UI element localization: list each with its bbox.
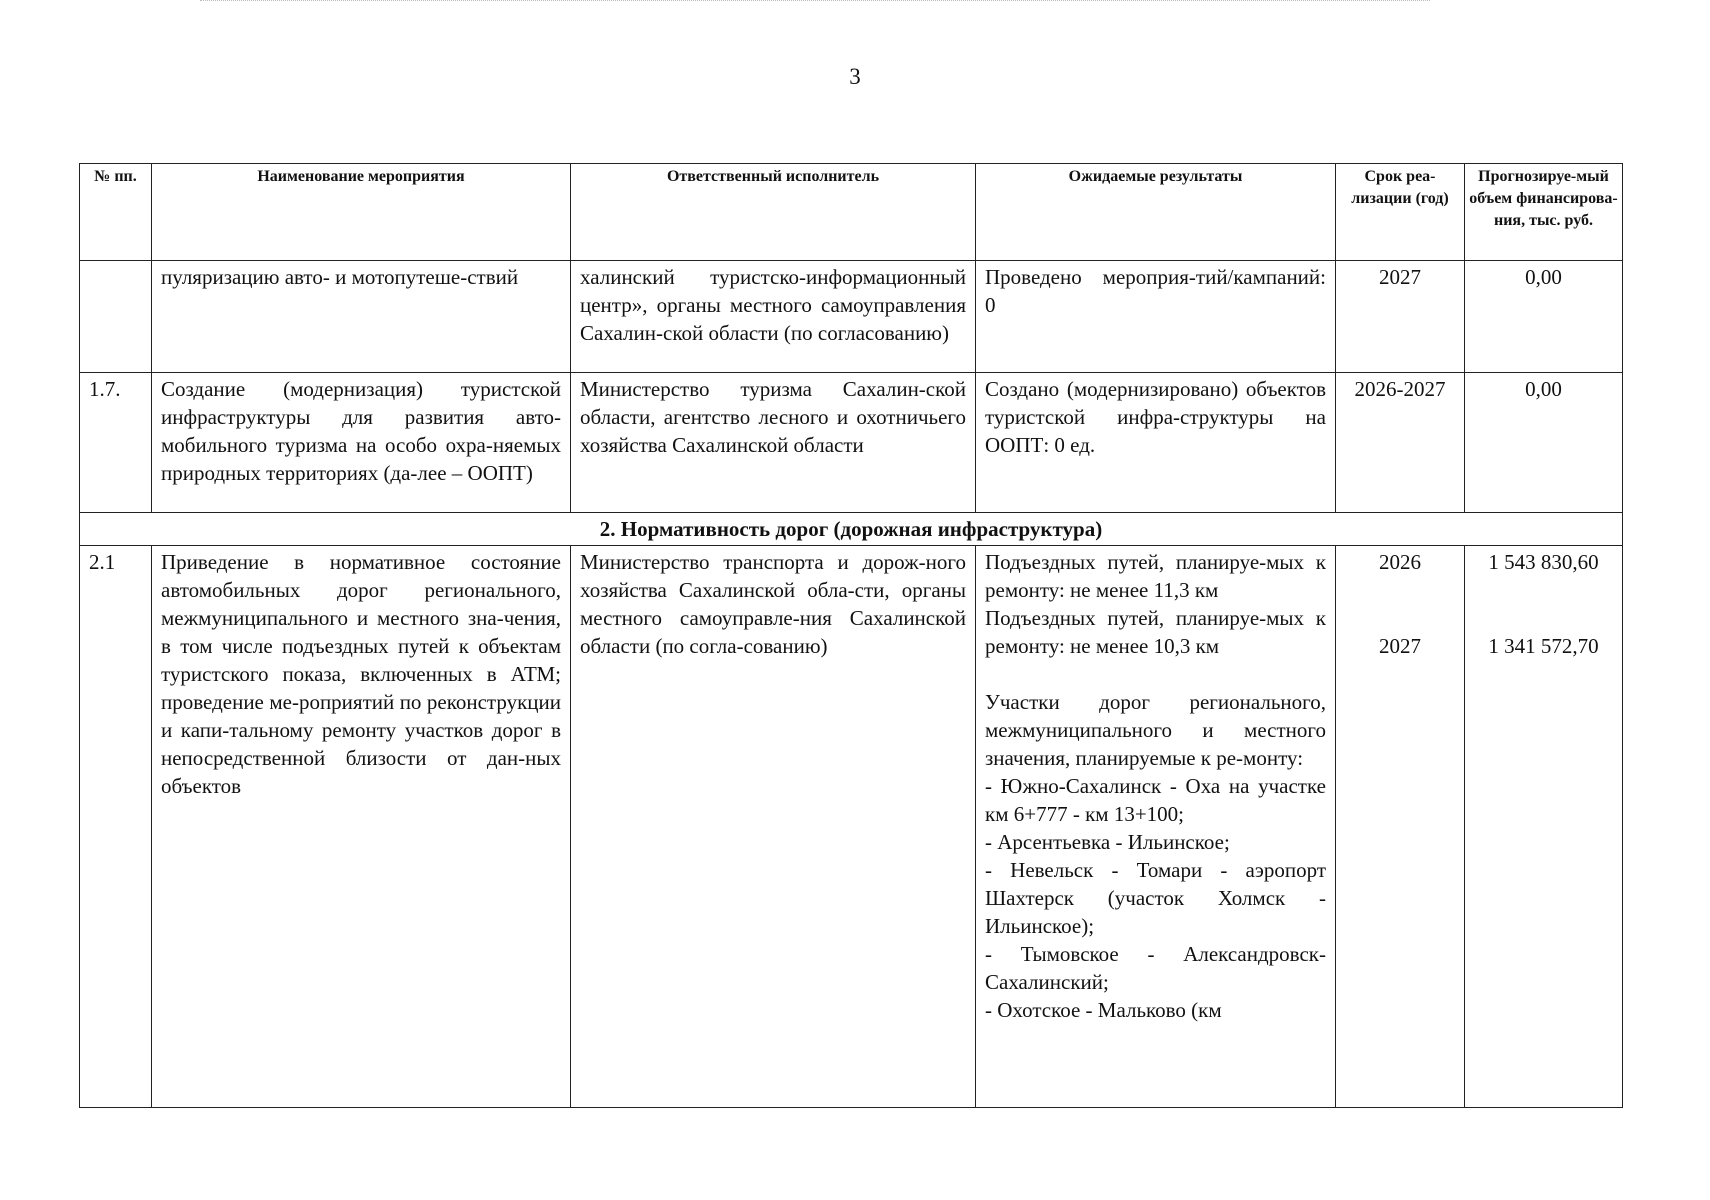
cell-executor: халинский туристско-информационный центр», органы местного самоуправления Сахалин-ской области (по согласованию) (571, 261, 976, 373)
header-name: Наименование мероприятия (152, 164, 571, 261)
section-title: 2. Нормативность дорог (дорожная инфраструктура) (80, 513, 1623, 546)
spacer (1474, 576, 1613, 632)
cell-funding: 0,00 (1465, 261, 1623, 373)
header-executor: Ответственный исполнитель (571, 164, 976, 261)
result-item: - Охотское - Мальково (км (985, 998, 1222, 1022)
result-item: - Южно-Сахалинск - Оха на участке км 6+777 - км 13+100; (985, 774, 1326, 826)
header-term: Срок реа-лизации (год) (1336, 164, 1465, 261)
cell-term (1336, 546, 1465, 1108)
cell-name: Приведение в нормативное состояние автомобильных дорог регионального, межмуниципального и местного зна-чения, в том числе подъездных путей к объектам туристского показа, включенных в АТМ; проведение ме-роприятий по реконструкции и капи-тальному ремонту участков дорог в непосредственной близости от дан-ных объектов (152, 546, 571, 1108)
cell-num: 2.1 (80, 546, 152, 1108)
header-funding: Прогнозируе-мый объем финансирова-ния, тыс. руб. (1465, 164, 1623, 261)
header-row (80, 164, 1623, 261)
result-item: - Тымовское - Александровск-Сахалинский; (985, 942, 1326, 994)
cell-results: Проведено мероприя-тий/кампаний: 0 (976, 261, 1336, 373)
measures-table (79, 163, 1623, 1108)
cell-num (80, 261, 152, 373)
cell-name: пуляризацию авто- и мотопутеше-ствий (152, 261, 571, 373)
result-item: - Арсентьевка - Ильинское; (985, 830, 1230, 854)
result-item: Подъездных путей, планируе-мых к ремонту: не менее 11,3 км (985, 550, 1326, 602)
table-row (80, 261, 1623, 373)
cell-executor: Министерство транспорта и дорож-ного хозяйства Сахалинской обла-сти, органы местного самоуправле-ния Сахалинской области (по согла-сованию) (571, 546, 976, 1108)
section-row (80, 513, 1623, 546)
cell-term: 2026-2027 (1336, 373, 1465, 513)
term-value: 2026 (1379, 550, 1421, 574)
cell-results: Создано (модернизировано) объектов туристской инфра-структуры на ООПТ: 0 ед. (976, 373, 1336, 513)
page-number: 3 (849, 64, 861, 89)
spacer (985, 660, 1326, 688)
cell-results (976, 546, 1336, 1108)
funding-value: 1 341 572,70 (1488, 634, 1599, 658)
header-num: № пп. (80, 164, 152, 261)
cell-funding (1465, 546, 1623, 1108)
table-row (80, 546, 1623, 1108)
term-value: 2027 (1379, 634, 1421, 658)
funding-value: 1 543 830,60 (1488, 550, 1599, 574)
table-row (80, 373, 1623, 513)
result-item: Подъездных путей, планируе-мых к ремонту: не менее 10,3 км (985, 606, 1326, 658)
cell-executor: Министерство туризма Сахалин-ской области, агентство лесного и охотничьего хозяйства Сахалинской области (571, 373, 976, 513)
cell-num: 1.7. (80, 373, 152, 513)
result-item: - Невельск - Томари - аэропорт Шахтерск (участок Холмск - Ильинское); (985, 858, 1326, 938)
result-item: Участки дорог регионального, межмуниципального и местного значения, планируемые к ре-монту: (985, 690, 1326, 770)
cell-funding: 0,00 (1465, 373, 1623, 513)
header-results: Ожидаемые результаты (976, 164, 1336, 261)
cell-term: 2027 (1336, 261, 1465, 373)
spacer (1345, 576, 1455, 632)
top-edge-line (200, 0, 1430, 4)
cell-name: Создание (модернизация) туристской инфраструктуры для развития авто-мобильного туризма на особо охра-няемых природных территориях (да-лее – ООПТ) (152, 373, 571, 513)
